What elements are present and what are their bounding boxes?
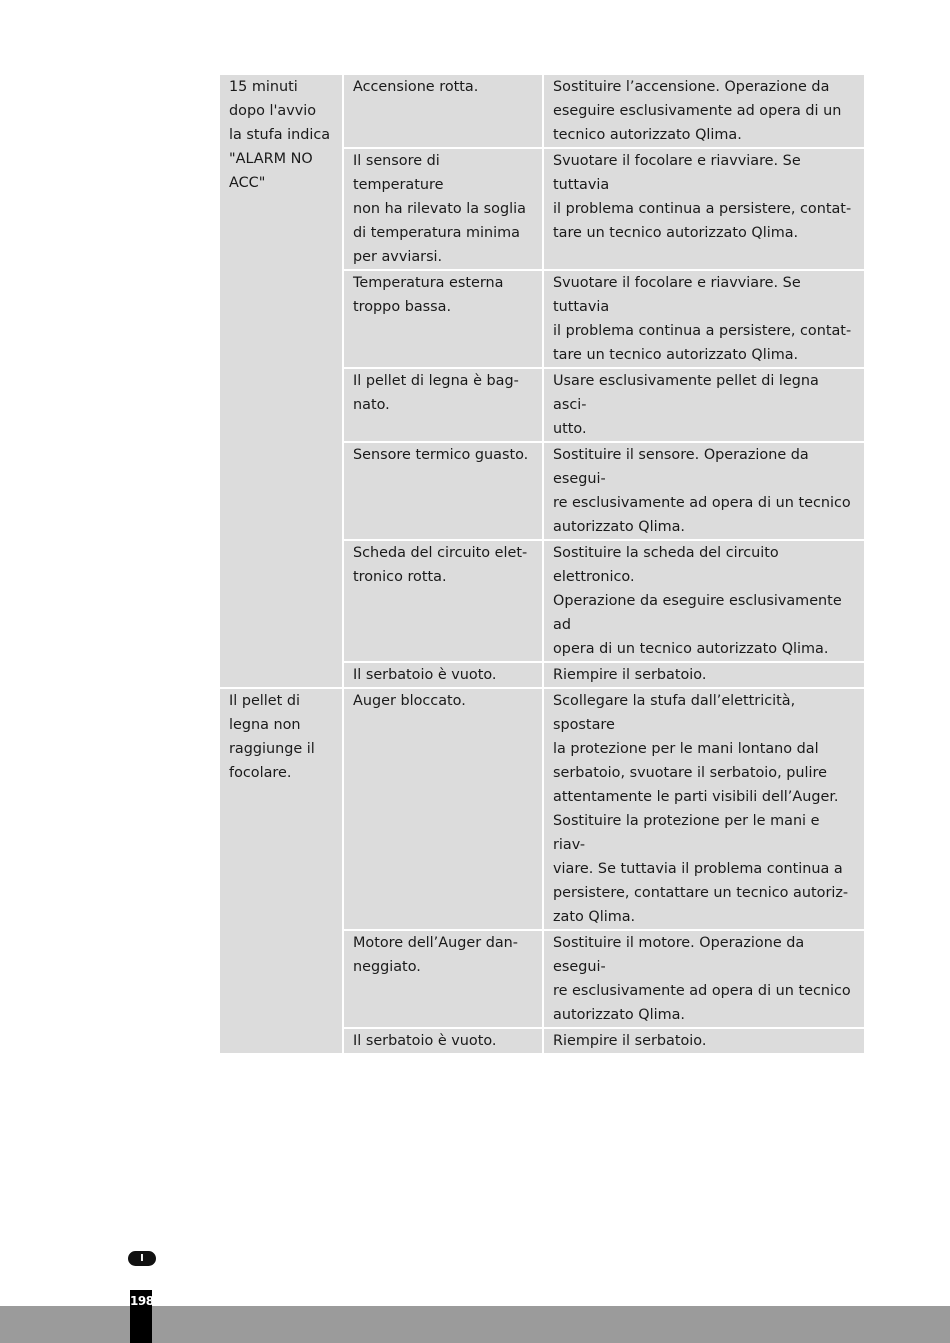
solution-cell <box>544 369 864 441</box>
solution-cell <box>544 271 864 367</box>
cause-cell <box>344 931 542 1027</box>
solution-cell <box>544 663 864 687</box>
solution-cell <box>544 931 864 1027</box>
troubleshooting-table <box>218 73 866 1055</box>
solution-text: Scollegare la stufa dall’elettricità, spostare la protezione per le mani lontano dal serbatoio, svuotare il serbatoio, pulire attentamente le parti visibili dell’Auger. Sostituire la protezione per le mani e riav- viare. Se tuttavia il problema continua a persistere, contattare un tecnico autoriz- zato Qlima. <box>553 693 849 925</box>
solution-cell <box>544 541 864 661</box>
cause-cell <box>344 663 542 687</box>
cause-cell <box>344 689 542 929</box>
problem-cell <box>220 75 342 687</box>
page-number: 198 <box>130 1294 154 1308</box>
cause-text: Auger bloccato. <box>353 693 466 709</box>
cause-cell <box>344 1029 542 1053</box>
language-badge: I <box>128 1251 156 1266</box>
solution-text: Usare esclusivamente pellet di legna asci- utto. <box>553 373 819 437</box>
solution-cell <box>544 689 864 929</box>
cause-text: Motore dell’Auger dan- neggiato. <box>353 935 518 975</box>
cause-cell <box>344 271 542 367</box>
cause-text: Temperatura esterna troppo bassa. <box>353 275 504 315</box>
troubleshooting-table-container <box>220 75 866 1053</box>
solution-text: Svuotare il focolare e riavviare. Se tuttavia il problema continua a persistere, contat- tare un tecnico autorizzato Qlima. <box>553 275 852 363</box>
solution-text: Sostituire il sensore. Operazione da esegui- re esclusivamente ad opera di un tecnico autorizzato Qlima. <box>553 447 851 535</box>
cause-text: Il pellet di legna è bag- nato. <box>353 373 519 413</box>
cause-cell <box>344 149 542 269</box>
solution-text: Riempire il serbatoio. <box>553 1033 707 1049</box>
table-row <box>220 689 864 929</box>
table-row <box>220 75 864 147</box>
cause-text: Scheda del circuito elet- tronico rotta. <box>353 545 528 585</box>
solution-cell <box>544 443 864 539</box>
cause-cell <box>344 443 542 539</box>
solution-text: Sostituire la scheda del circuito elettronico. Operazione da eseguire esclusivamente ad opera di un tecnico autorizzato Qlima. <box>553 545 842 657</box>
cause-text: Il serbatoio è vuoto. <box>353 1033 497 1049</box>
problem-text: 15 minuti dopo l'avvio la stufa indica "ALARM NO ACC" <box>229 79 331 191</box>
cause-cell <box>344 369 542 441</box>
solution-text: Sostituire il motore. Operazione da esegui- re esclusivamente ad opera di un tecnico autorizzato Qlima. <box>553 935 851 1023</box>
solution-cell <box>544 1029 864 1053</box>
problem-cell <box>220 689 342 1053</box>
solution-text: Svuotare il focolare e riavviare. Se tuttavia il problema continua a persistere, contat- tare un tecnico autorizzato Qlima. <box>553 153 852 241</box>
cause-text: Il sensore di temperature non ha rilevato la soglia di temperatura minima per avviarsi. <box>353 153 526 265</box>
cause-cell <box>344 75 542 147</box>
solution-cell <box>544 75 864 147</box>
solution-text: Sostituire l’accensione. Operazione da eseguire esclusivamente ad opera di un tecnico autorizzato Qlima. <box>553 79 842 143</box>
solution-cell <box>544 149 864 269</box>
cause-text: Accensione rotta. <box>353 79 479 95</box>
table-body <box>220 75 864 1053</box>
cause-text: Sensore termico guasto. <box>353 447 529 463</box>
problem-text: Il pellet di legna non raggiunge il focolare. <box>229 693 315 781</box>
cause-cell <box>344 541 542 661</box>
cause-text: Il serbatoio è vuoto. <box>353 667 497 683</box>
solution-text: Riempire il serbatoio. <box>553 667 707 683</box>
